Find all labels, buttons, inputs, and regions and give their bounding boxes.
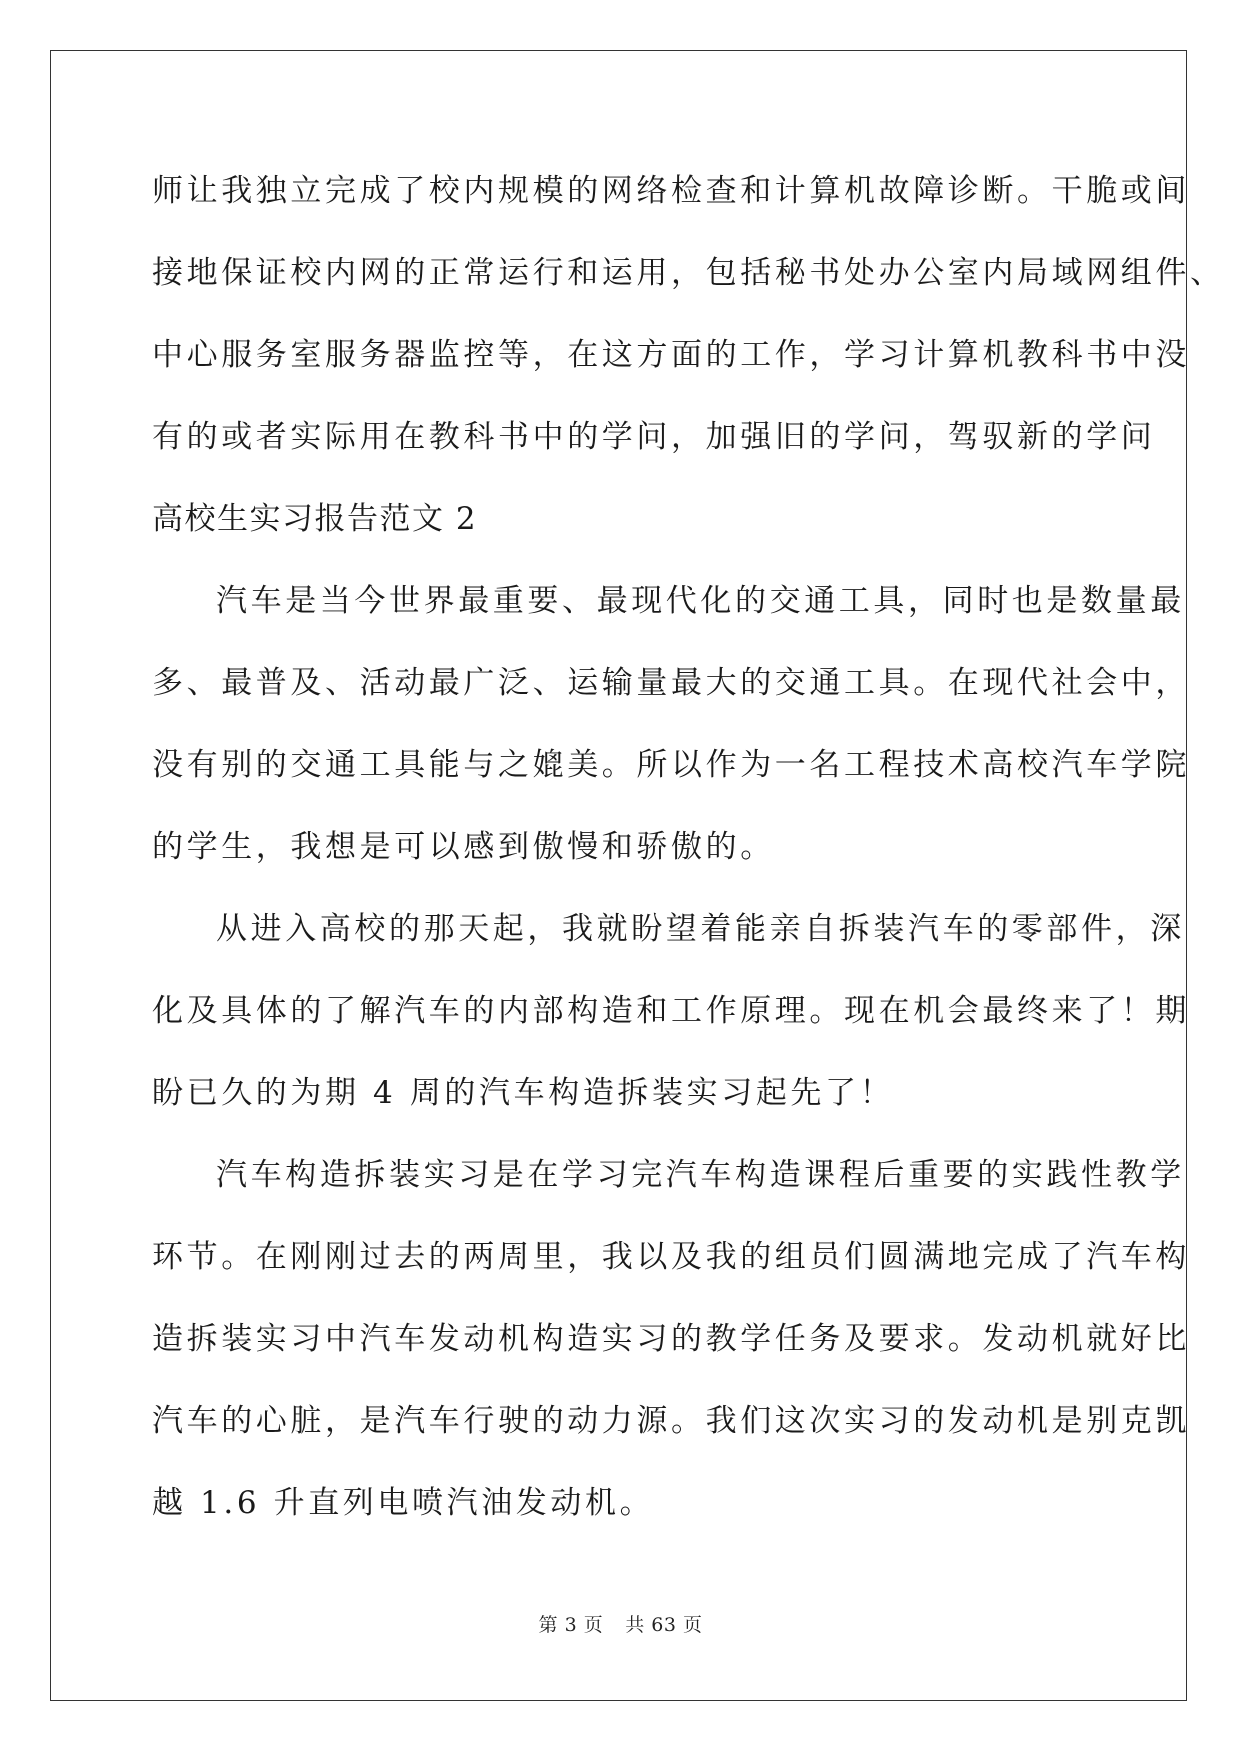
- text-line: 中心服务室服务器监控等，在这方面的工作，学习计算机教科书中没: [152, 337, 1190, 373]
- page-total: 共 63 页: [625, 1614, 703, 1636]
- text-line: 盼已久的为期 4 周的汽车构造拆装实习起先了！: [152, 1075, 895, 1111]
- paragraph-first-line: 汽车是当今世界最重要、最现代化的交通工具，同时也是数量最: [216, 583, 1185, 619]
- text-line: 师让我独立完成了校内规模的网络检查和计算机故障诊断。干脆或间: [152, 173, 1190, 209]
- text-line: 没有别的交通工具能与之媲美。所以作为一名工程技术高校汽车学院: [152, 747, 1190, 783]
- page-footer: [0, 1610, 1241, 1637]
- text-line: 的学生，我想是可以感到傲慢和骄傲的。: [152, 829, 775, 865]
- text-line: 越 1.6 升直列电喷汽油发动机。: [152, 1485, 655, 1521]
- text-line: 多、最普及、活动最广泛、运输量最大的交通工具。在现代社会中，: [152, 665, 1190, 701]
- document-body: [152, 160, 1225, 1554]
- page-number: 第 3 页: [538, 1614, 604, 1636]
- text-line: 造拆装实习中汽车发动机构造实习的教学任务及要求。发动机就好比: [152, 1321, 1190, 1357]
- paragraph-first-line: 汽车构造拆装实习是在学习完汽车构造课程后重要的实践性教学: [216, 1157, 1185, 1193]
- text-line: 环节。在刚刚过去的两周里，我以及我的组员们圆满地完成了汽车构: [152, 1239, 1190, 1275]
- text-line: 汽车的心脏，是汽车行驶的动力源。我们这次实习的发动机是别克凯: [152, 1403, 1190, 1439]
- text-line: 化及具体的了解汽车的内部构造和工作原理。现在机会最终来了！期: [152, 993, 1190, 1029]
- paragraph-first-line: 从进入高校的那天起，我就盼望着能亲自拆装汽车的零部件，深: [216, 911, 1185, 947]
- section-heading: 高校生实习报告范文 2: [152, 501, 478, 537]
- text-line: 接地保证校内网的正常运行和运用，包括秘书处办公室内局域网组件、: [152, 255, 1225, 291]
- text-line: 有的或者实际用在教科书中的学问，加强旧的学问，驾驭新的学问: [152, 419, 1156, 455]
